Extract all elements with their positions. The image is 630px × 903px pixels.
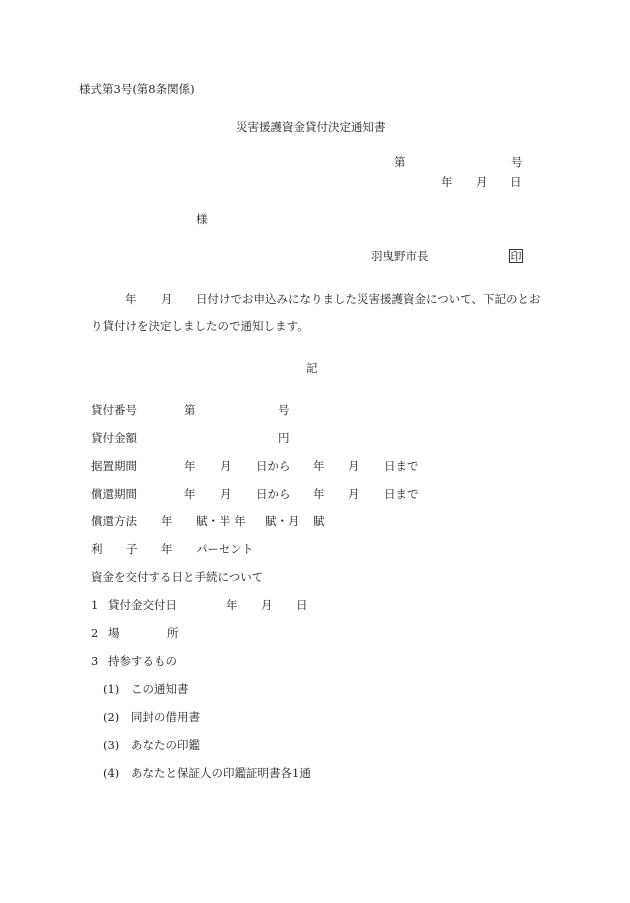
doc-number-prefix: 第 (394, 155, 406, 169)
item-3-label: 持参するもの (108, 654, 177, 668)
deferment-year: 年 (184, 459, 196, 473)
loan-amount-unit: 円 (278, 431, 290, 445)
item-1-label: 貸付金交付日 (108, 598, 177, 612)
deferment-year2: 年 (313, 459, 325, 473)
interest-label-2: 子 (126, 542, 138, 556)
form-number: 様式第3号(第8条関係) (79, 82, 195, 96)
seal-box: 印 (510, 250, 522, 263)
recipient-suffix: 様 (196, 212, 208, 226)
issuer-name: 羽曳野市長 (371, 249, 429, 263)
deferment-from: 日から (256, 459, 291, 473)
body-year: 年 (125, 292, 137, 306)
repayment-method-fu2: 賦・月 (265, 514, 300, 528)
repayment-period-label: 償還期間 (91, 487, 137, 501)
repayment-period-month2: 月 (348, 487, 360, 501)
bring-item-1-num: (1) (103, 682, 120, 696)
date-day: 日 (510, 175, 522, 189)
repayment-method-label: 償還方法 (91, 514, 137, 528)
bring-item-2-text: 同封の借用書 (131, 710, 200, 724)
delivery-heading: 資金を交付する日と手続について (91, 570, 264, 584)
item-3-num: 3 (91, 654, 99, 668)
item-2-label-2: 所 (167, 626, 179, 640)
repayment-period-month: 月 (220, 487, 232, 501)
deferment-until: 日まで (384, 459, 419, 473)
item-2-num: 2 (91, 626, 99, 640)
interest-year: 年 (161, 542, 173, 556)
loan-amount-label: 貸付金額 (91, 431, 137, 445)
body-month: 月 (161, 292, 173, 306)
loan-number-suffix: 号 (278, 403, 290, 417)
deferment-label: 据置期間 (91, 459, 137, 473)
repayment-method-fu3: 賦 (313, 514, 325, 528)
body-line2: り貸付けを決定しましたので通知します。 (91, 319, 309, 333)
deferment-month: 月 (220, 459, 232, 473)
bring-item-1-text: この通知書 (131, 682, 189, 696)
item-1-day: 日 (296, 598, 308, 612)
item-1-num: 1 (91, 598, 99, 612)
bring-item-3-text: あなたの印鑑 (131, 738, 200, 752)
loan-number-label: 貸付番号 (91, 403, 137, 417)
item-2-label-1: 場 (108, 626, 120, 640)
date-month: 月 (476, 175, 488, 189)
repayment-method-fu1: 賦・半 年 (196, 514, 246, 528)
date-year: 年 (441, 175, 453, 189)
item-1-year: 年 (226, 598, 238, 612)
item-1-month: 月 (261, 598, 273, 612)
interest-percent: パーセント (196, 542, 254, 556)
repayment-period-from: 日から (256, 487, 291, 501)
bring-item-3-num: (3) (103, 738, 120, 752)
repayment-period-until: 日まで (384, 487, 419, 501)
doc-number-suffix: 号 (511, 155, 523, 169)
bring-item-2-num: (2) (103, 710, 120, 724)
bring-item-4-text: あなたと保証人の印鑑証明書各1通 (131, 766, 311, 780)
repayment-period-year2: 年 (313, 487, 325, 501)
document-title: 災害援護資金貸付決定通知書 (236, 120, 386, 134)
ki-heading: 記 (306, 361, 318, 375)
interest-label-1: 利 (91, 542, 103, 556)
repayment-method-year: 年 (161, 514, 173, 528)
repayment-period-year: 年 (184, 487, 196, 501)
deferment-month2: 月 (348, 459, 360, 473)
body-line1: 日付けでお申込みになりました災害援護資金について、下記のとお (196, 292, 541, 306)
loan-number-prefix: 第 (184, 403, 196, 417)
bring-item-4-num: (4) (103, 766, 120, 780)
seal-mark (509, 249, 523, 263)
